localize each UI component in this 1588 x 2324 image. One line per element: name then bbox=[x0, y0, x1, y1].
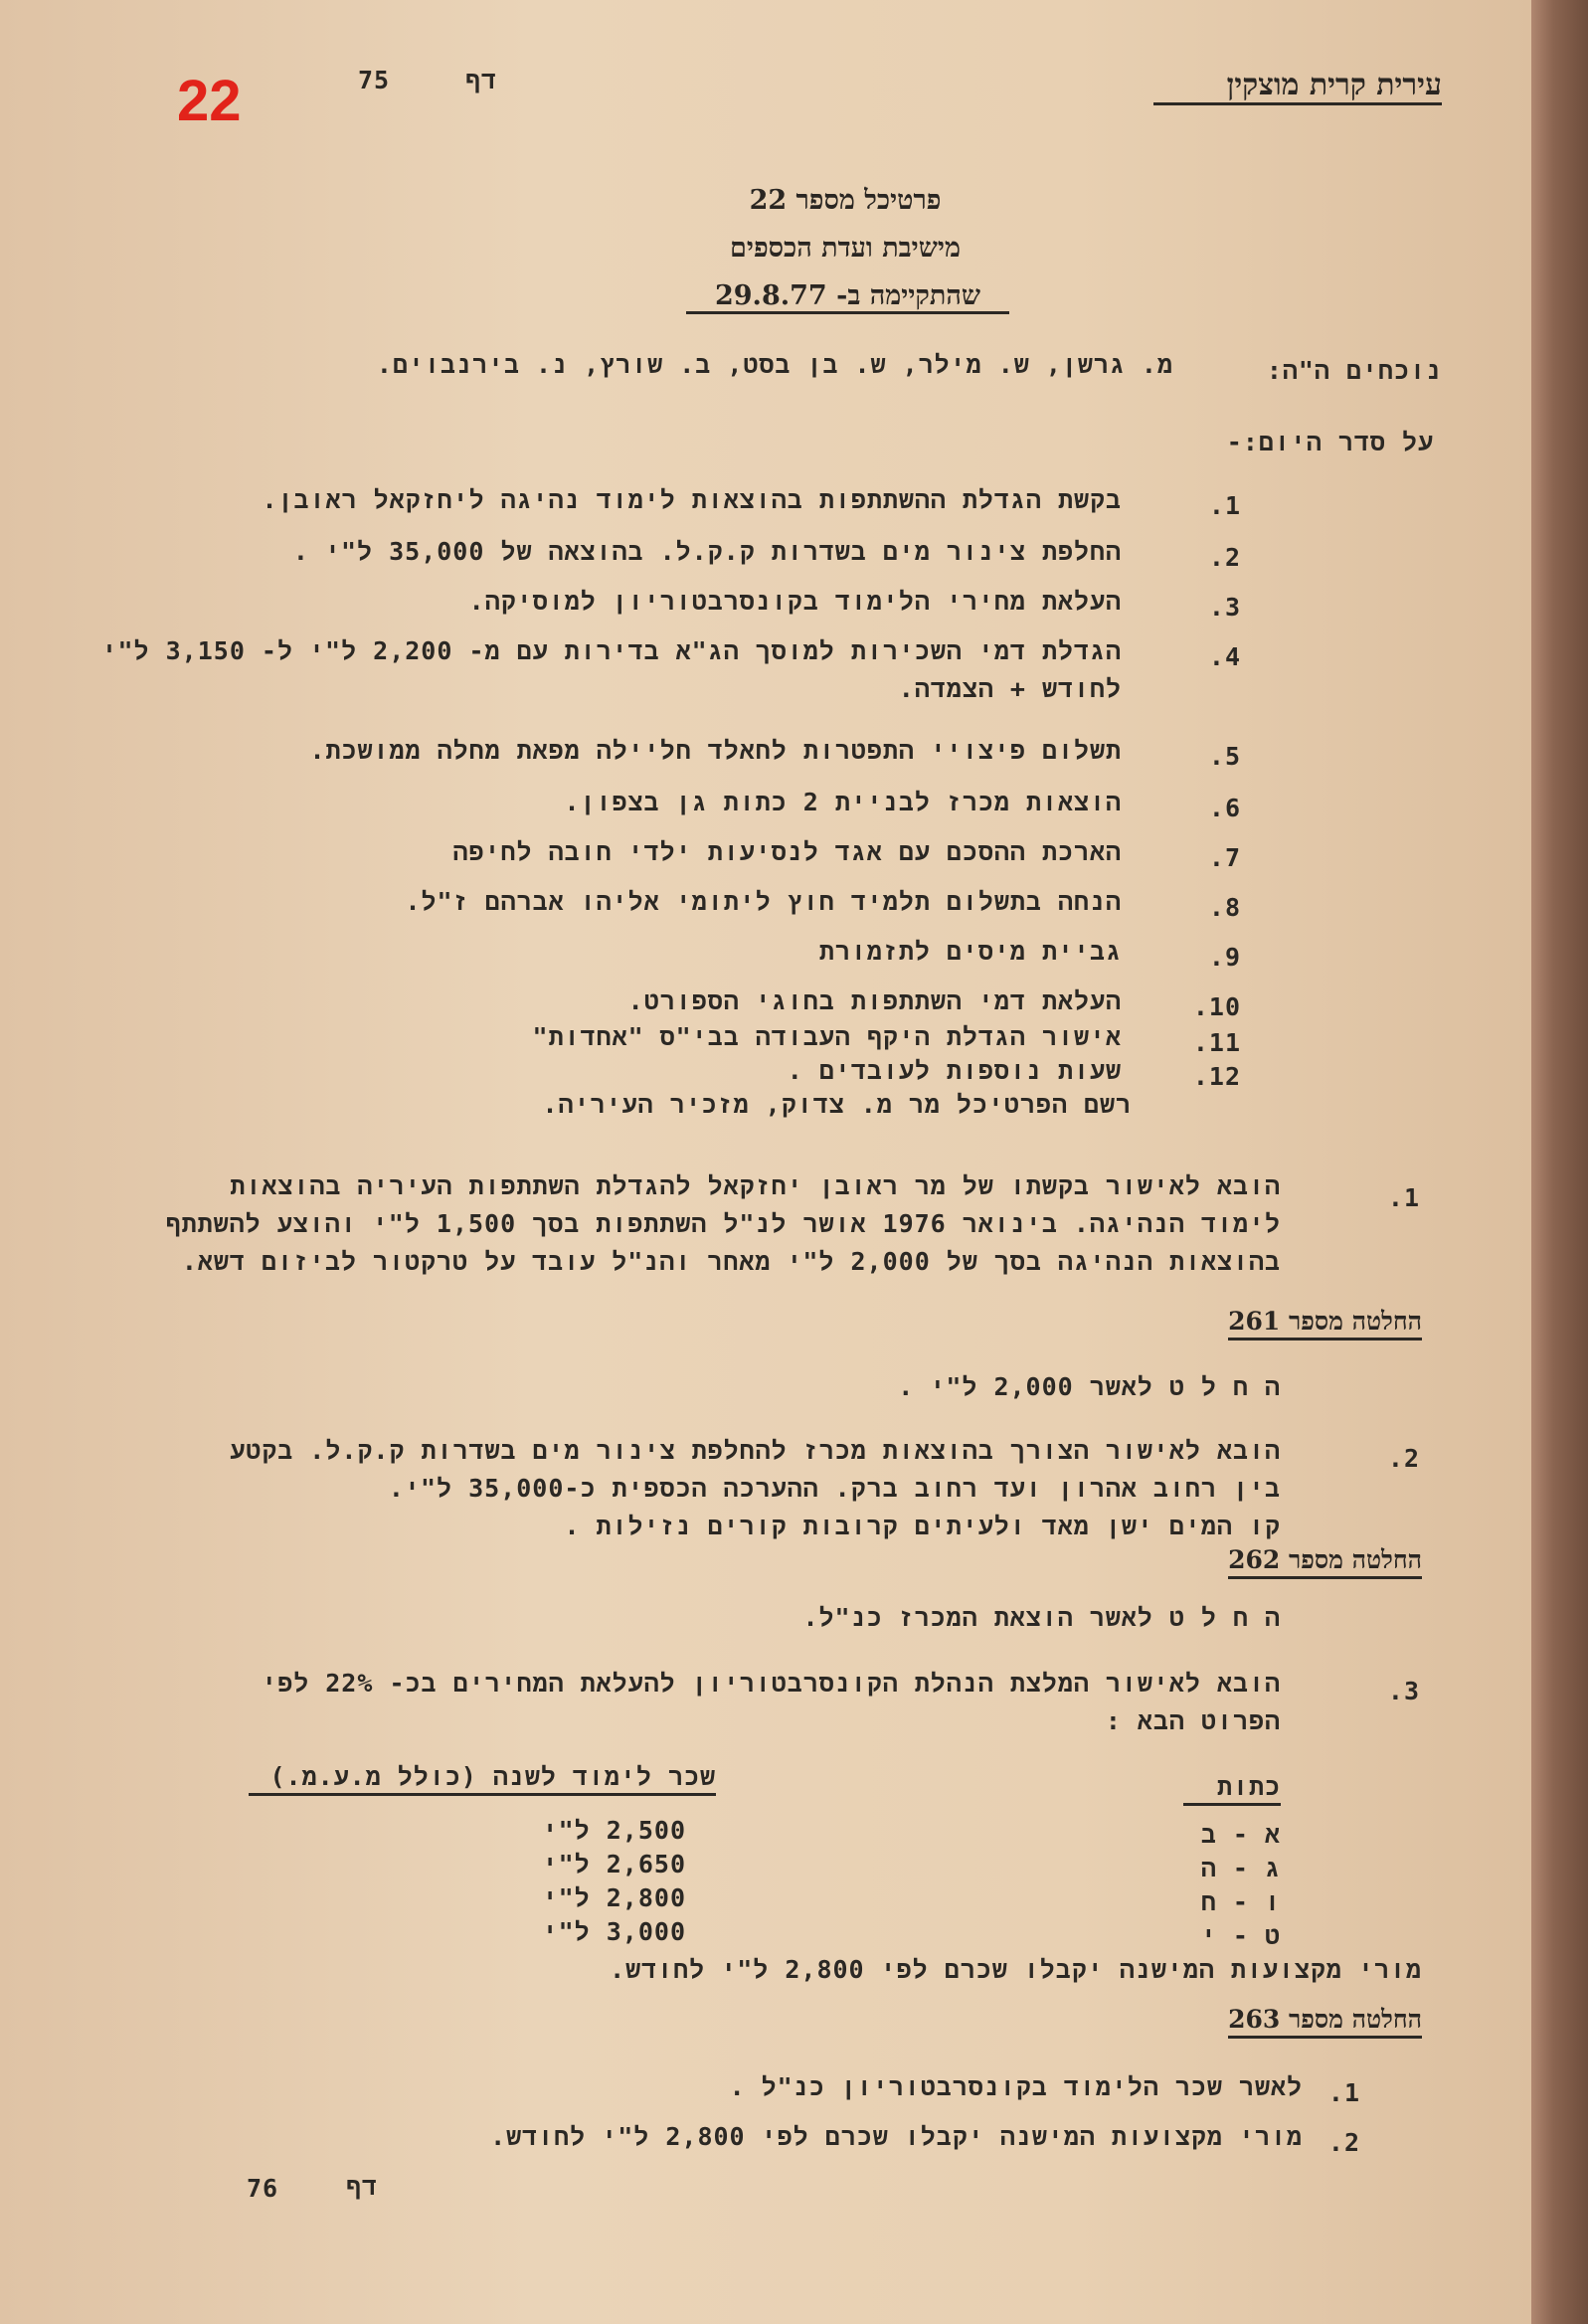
attendance-names: מ. גרשן, ש. מילר, ש. בן בסט, ב. שורץ, נ. בירנבוים. bbox=[376, 350, 1173, 379]
decision-item-num: 1. bbox=[1327, 2078, 1360, 2107]
agenda-item-num: 7. bbox=[1208, 843, 1241, 872]
agenda-item: הארכת ההסכם עם אגד לנסיעות ילדי חובה לחיפה bbox=[452, 837, 1122, 866]
municipality-title: עירית קרית מוצקין bbox=[1153, 68, 1442, 105]
table-cell-grade: ט - י bbox=[1200, 1921, 1281, 1950]
agenda-item-num: 9. bbox=[1208, 943, 1241, 972]
table-cell-grade: ו - ח bbox=[1200, 1887, 1281, 1916]
table-header-grade: כתות bbox=[1183, 1772, 1281, 1806]
agenda-item: תשלום פיצויי התפטרות לחאלד חליילה מפאת מחלה ממושכת. bbox=[309, 736, 1122, 765]
section-line: קו המים ישן מאד ולעיתים קרובות קורים נזילות . bbox=[564, 1512, 1281, 1540]
protocol-title: פרטיכל מספר 22 bbox=[749, 185, 942, 216]
agenda-item: הוצאות מכרז לבניית 2 כתות גן בצפון. bbox=[564, 788, 1122, 816]
section-num: 2. bbox=[1387, 1444, 1420, 1473]
agenda-item-num: 1. bbox=[1208, 491, 1241, 520]
table-cell-grade: ג - ה bbox=[1200, 1854, 1281, 1882]
agenda-item: החלפת צינור מים בשדרות ק.ק.ל. בהוצאה של 35,000 ל"י . bbox=[292, 537, 1122, 566]
teachers-note: מורי מקצועות המישנה יקבלו שכרם לפי 2,800 ל"י לחודש. bbox=[610, 1955, 1422, 1984]
agenda-item-num: 10. bbox=[1192, 992, 1241, 1021]
attendance-label: נוכחים ה"ה: bbox=[1266, 356, 1442, 385]
decision-title: החלטה מספר 263 bbox=[1173, 2005, 1422, 2035]
decision-text: ה ח ל ט לאשר 2,000 ל"י . bbox=[898, 1372, 1281, 1401]
table-cell-fee: 2,650 ל"י bbox=[542, 1850, 686, 1878]
section-line: הפרוט הבא : bbox=[1105, 1706, 1281, 1735]
meeting-date: שהתקיימה ב- 29.8.77 bbox=[686, 280, 1009, 314]
agenda-item-num: 4. bbox=[1208, 642, 1241, 671]
bottom-page-ref-label: דף bbox=[345, 2172, 378, 2201]
decision-item: לאשר שכר הלימוד בקונסרבטוריון כנ"ל . bbox=[729, 2072, 1303, 2101]
table-cell-fee: 2,500 ל"י bbox=[542, 1816, 686, 1845]
decision-item-num: 2. bbox=[1327, 2128, 1360, 2157]
agenda-item: גביית מיסים לתזמורת bbox=[818, 937, 1122, 966]
agenda-item: אישור הגדלת היקף העבודה בבי"ס "אחדות" bbox=[532, 1022, 1122, 1051]
agenda-item: העלאת מחירי הלימוד בקונסרבטוריון למוסיקה. bbox=[468, 587, 1122, 616]
table-header-fee: שכר לימוד לשנה (כולל מ.ע.מ.) bbox=[249, 1762, 716, 1796]
section-line: בין רחוב אהרון ועד רחוב ברק. ההערכה הכספית כ-35,000 ל"י. bbox=[388, 1474, 1281, 1503]
agenda-item: הנחה בתשלום תלמיד חוץ ליתומי אליהו אברהם ז"ל. bbox=[405, 887, 1122, 916]
section-num: 1. bbox=[1387, 1183, 1420, 1212]
agenda-item-continuation: לחודש + הצמדה. bbox=[898, 674, 1122, 703]
bottom-page-ref: 76 bbox=[247, 2174, 279, 2203]
agenda-label: על סדר היום:- bbox=[1226, 428, 1434, 456]
table-cell-fee: 2,800 ל"י bbox=[542, 1883, 686, 1912]
decision-title: החלטה מספר 262 bbox=[1173, 1545, 1422, 1575]
decision-title: החלטה מספר 261 bbox=[1173, 1307, 1422, 1337]
agenda-item-num: 2. bbox=[1208, 543, 1241, 572]
top-page-ref-label: דף bbox=[464, 66, 497, 94]
section-line: הובא לאישור המלצת הנהלת הקונסרבטוריון להעלאת המחירים בכ- 22% לפי bbox=[262, 1669, 1281, 1698]
committee-title: מישיבת ועדת הכספים bbox=[730, 233, 961, 264]
section-line: הובא לאישור הצורך בהוצאות מכרז להחלפת צינור מים בשדרות ק.ק.ל. בקטע bbox=[230, 1436, 1281, 1465]
agenda-item: שעות נוספות לעובדים . bbox=[787, 1056, 1122, 1085]
table-cell-fee: 3,000 ל"י bbox=[542, 1917, 686, 1946]
decision-text: ה ח ל ט לאשר הוצאת המכרז כנ"ל. bbox=[802, 1603, 1281, 1632]
agenda-item-num: 12. bbox=[1192, 1062, 1241, 1091]
section-line: הובא לאישור בקשתו של מר ראובן יחזקאל להגדלת השתתפות העיריה בהוצאות bbox=[230, 1171, 1281, 1200]
agenda-item: הגדלת דמי השכירות למוסך הג"א בדירות עם מ- 2,200 ל"י ל- 3,150 ל"י bbox=[101, 636, 1122, 665]
agenda-item-num: 5. bbox=[1208, 742, 1241, 771]
agenda-item-num: 8. bbox=[1208, 893, 1241, 922]
book-binding-edge bbox=[1531, 0, 1588, 2324]
section-line: בהוצאות הנהיגה בסך של 2,000 ל"י מאחר והנ"ל עובד על טרקטור לביזום דשא. bbox=[181, 1247, 1281, 1276]
agenda-item-num: 3. bbox=[1208, 593, 1241, 622]
section-num: 3. bbox=[1387, 1677, 1420, 1705]
decision-item: מורי מקצועות המישנה יקבלו שכרם לפי 2,800 ל"י לחודש. bbox=[490, 2122, 1303, 2151]
agenda-item: בקשת הגדלת ההשתתפות בהוצאות לימוד נהיגה ליחזקאל ראובן. bbox=[262, 485, 1122, 514]
table-cell-grade: א - ב bbox=[1200, 1820, 1281, 1849]
agenda-item: העלאת דמי השתתפות בחוגי הספורט. bbox=[627, 986, 1122, 1015]
agenda-item-num: 6. bbox=[1208, 794, 1241, 822]
archive-page-number: 22 bbox=[177, 69, 242, 133]
top-page-ref: 75 bbox=[358, 66, 391, 94]
recorder-note: רשם הפרטיכל מר מ. צדוק, מזכיר העיריה. bbox=[542, 1090, 1132, 1119]
agenda-item-num: 11. bbox=[1192, 1028, 1241, 1057]
section-line: לימוד הנהיגה. בינואר 1976 אושר לנ"ל השתתפות בסך 1,500 ל"י והוצע להשתתף bbox=[165, 1209, 1281, 1238]
